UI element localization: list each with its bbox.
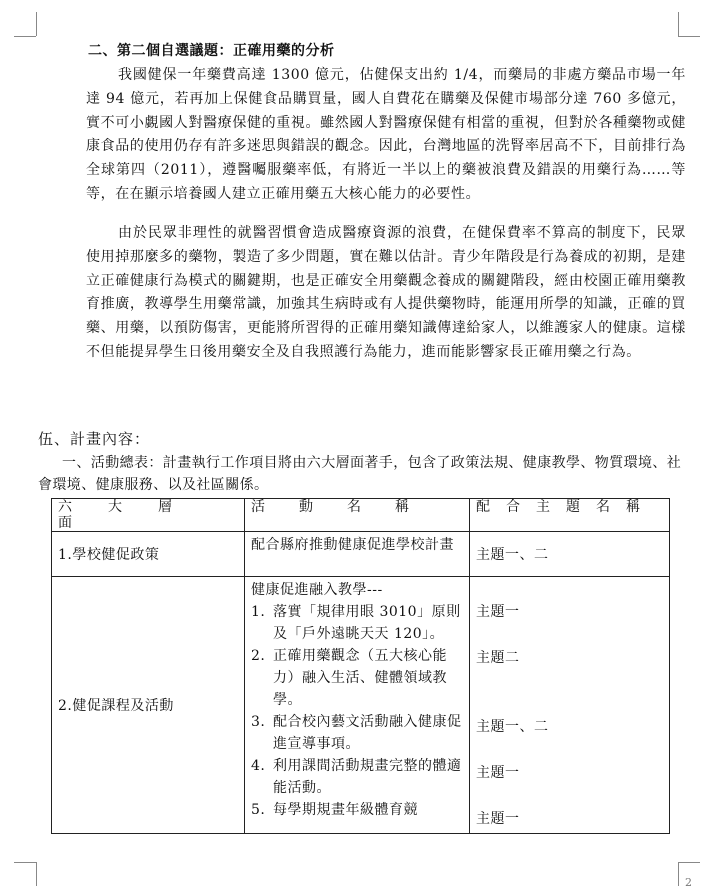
- theme-item: 主題一: [476, 765, 520, 781]
- activity-table: [51, 498, 670, 834]
- header-label: 活動名稱: [251, 499, 443, 515]
- crop-mark: [678, 862, 700, 863]
- header-theme: [470, 499, 670, 532]
- theme-item: 主題一: [476, 604, 520, 620]
- list-item-text: 每學期規畫年級體育競: [273, 802, 418, 818]
- list-item-text: 配合校內藝文活動融入健康促進宣導事項。: [273, 714, 462, 752]
- table-header-row: [52, 499, 670, 532]
- crop-mark: [678, 36, 700, 37]
- crop-mark: [36, 862, 37, 886]
- list-item-text: 落實「規律用眼 3010」原則及「戶外遠眺天天 120」。: [273, 604, 461, 642]
- theme-item: 主題一: [476, 811, 520, 827]
- table-row: [52, 532, 670, 577]
- row2-dimension: 2.健促課程及活動: [52, 577, 245, 834]
- list-item: 3. 配合校內藝文活動融入健康促進宣導事項。: [251, 714, 462, 752]
- theme-spacer: [476, 739, 663, 762]
- crop-mark: [36, 12, 37, 36]
- theme-spacer: [476, 624, 663, 647]
- table-row: [52, 577, 670, 834]
- header-activity: [245, 499, 470, 532]
- row2-activity-intro: 健康促進融入教學---: [251, 582, 383, 598]
- header-label: 配合主題名稱: [476, 499, 656, 515]
- crop-mark: [14, 862, 36, 863]
- row2-themes: [470, 577, 670, 834]
- crop-mark: [14, 36, 36, 37]
- list-item: 4. 利用課間活動規畫完整的體適能活動。: [251, 758, 462, 796]
- activity-summary-intro: 一、活動總表：計畫執行工作項目將由六大層面著手，包含了政策法規、健康教學、物質環境、社會環境、健康服務、以及社區關係。: [38, 455, 682, 493]
- row2-activity-list: [251, 601, 463, 821]
- plan-content-heading: 伍、計畫內容：: [38, 430, 151, 448]
- theme-item: 主題二: [476, 650, 520, 666]
- list-item: 1. 落實「規律用眼 3010」原則及「戶外遠眺天天 120」。: [251, 604, 461, 642]
- row1-theme: 主題一、二: [470, 532, 670, 577]
- header-dimension-text: [58, 499, 238, 531]
- list-item-text: 利用課間活動規畫完整的體適能活動。: [273, 758, 462, 796]
- header-label: 六大層面: [58, 499, 208, 531]
- header-dimension: [52, 499, 245, 532]
- row1-activity: 配合縣府推動健康促進學校計畫: [245, 532, 470, 577]
- theme-spacer: [476, 693, 663, 716]
- row2-activity: [245, 577, 470, 834]
- page-number: 2: [685, 876, 692, 889]
- theme-item: 主題一、二: [476, 719, 549, 735]
- crop-mark: [678, 862, 679, 886]
- row1-dimension: 1.學校健促政策: [52, 532, 245, 577]
- theme-spacer: [476, 670, 663, 693]
- crop-mark: [678, 12, 679, 36]
- section-title: 二、第二個自選議題：正確用藥的分析: [88, 43, 335, 59]
- list-item: 2. 正確用藥觀念（五大核心能力）融入生活、健體領域教學。: [251, 648, 447, 708]
- list-item: 5. 每學期規畫年級體育競: [251, 802, 418, 818]
- list-item-text: 正確用藥觀念（五大核心能力）融入生活、健體領域教學。: [273, 648, 447, 708]
- paragraph-medical-habits: 由於民眾非理性的就醫習慣會造成醫療資源的浪費，在健保費率不算高的制度下，民眾使用掉那麼多的藥物，製造了多少問題，實在難以估計。青少年階段是行為養成的初期，是建立正確健康行為模式的關鍵期，也是正確安全用藥觀念養成的關鍵階段，經由校園正確用藥教育推廣，教導學生用藥常識，加強其生病時或有人提供藥物時，能運用所學的知識，正確的買藥、用藥，以預防傷害，更能將所習得的正確用藥知識傳達給家人，以維護家人的健康。這樣不但能提昇學生日後用藥安全及自我照護行為能力，進而能影響家長正確用藥之行為。: [86, 225, 686, 360]
- paragraph-drug-cost: 我國健保一年藥費高達 1300 億元，佔健保支出約 1/4，而藥局的非處方藥品市場一年達 94 億元，若再加上保健食品購買量，國人自費花在購藥及保健市場部分達 760 多億元，實不可小覷國人對醫療保健的重視。雖然國人對醫療保健有相當的重視，但對於各種藥物或健康食品的使用仍存有許多迷思與錯誤的觀念。因此，台灣地區的洗腎率居高不下，目前排行為全球第四（2011），遵醫囑服藥率低，有將近一半以上的藥被浪費及錯誤的用藥行為……等等，在在顯示培養國人建立正確用藥五大核心能力的必要性。: [86, 67, 686, 202]
- theme-spacer: [476, 785, 663, 808]
